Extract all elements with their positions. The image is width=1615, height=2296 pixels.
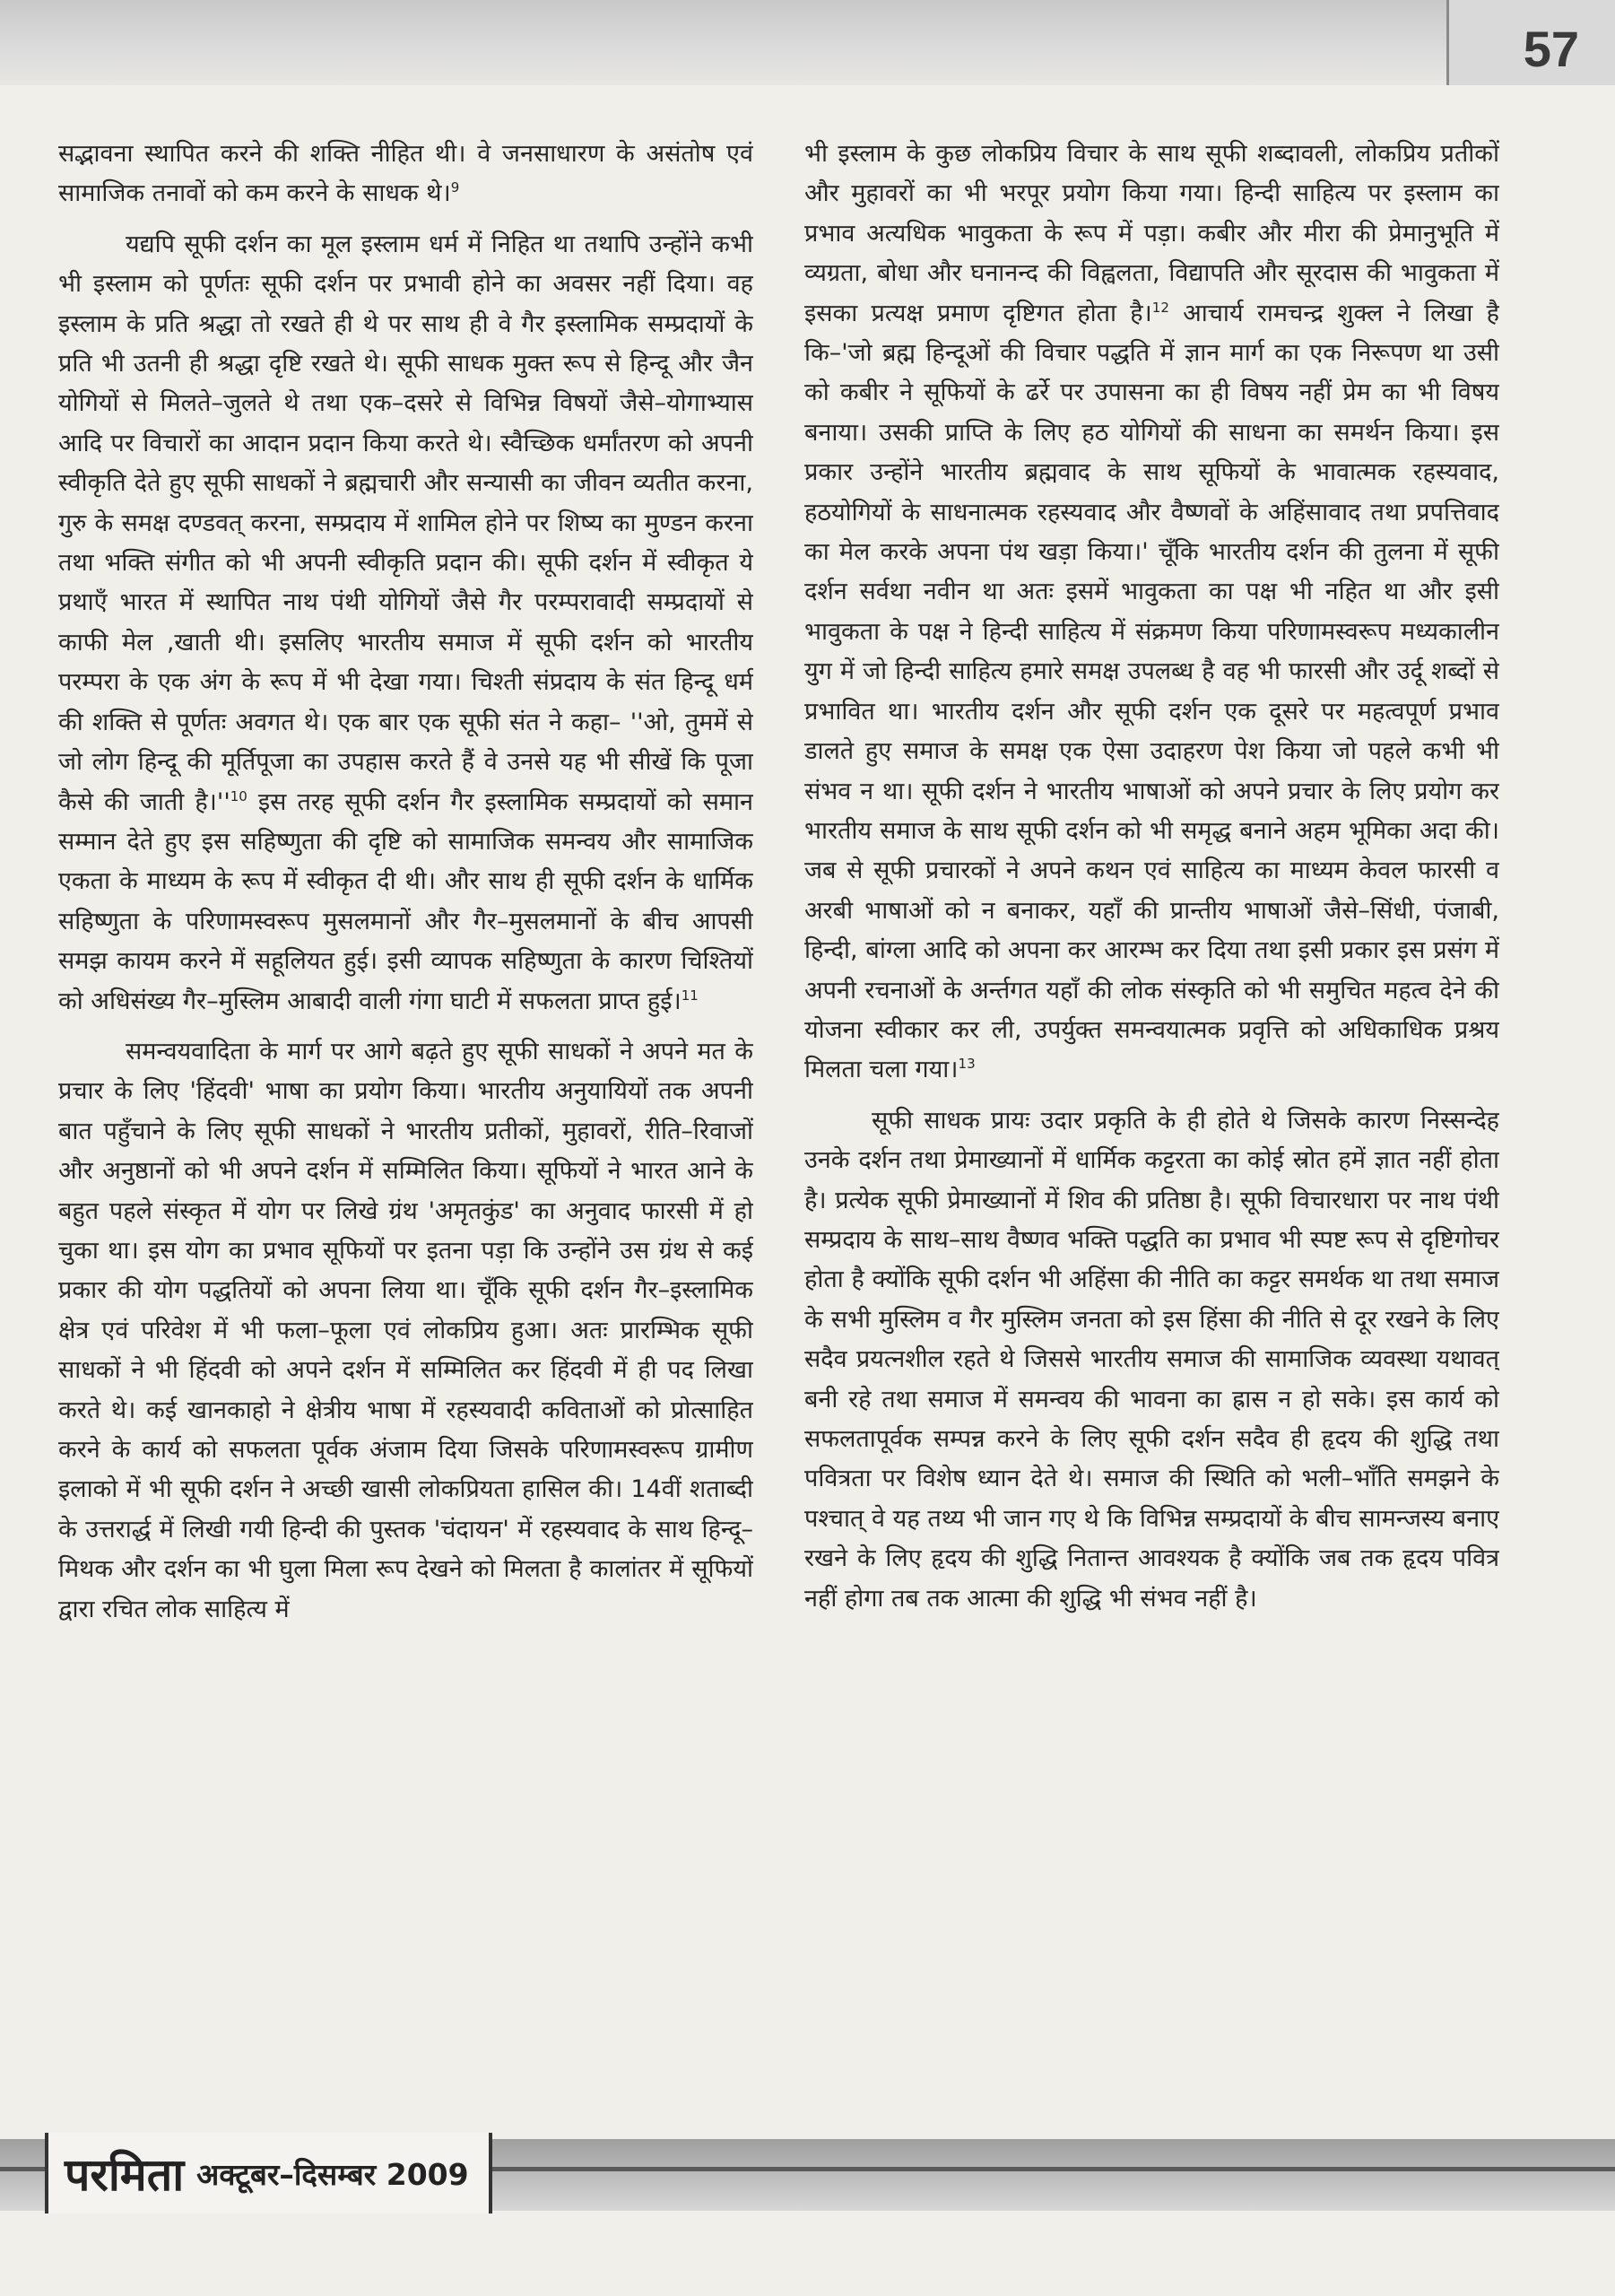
paragraph-text: समन्वयवादिता के मार्ग पर आगे बढ़ते हुए सूफी साधकों ने अपने मत के प्रचार के लिए 'हिंदवी' भाषा का प्रयोग किया। भारतीय अनुयायियों तक अपनी बात पहुँचाने के लिए सूफी साधकों ने भारतीय प्रतीकों, मुहावरों, रीति–रिवाजों और अनुष्ठानों को भी अपने दर्शन में सम्मिलित किया। सूफियों ने भारत आने के बहुत पहले संस्कृत में योग पर लिखे ग्रंथ 'अमृतकुंड' का अनुवाद फारसी में हो चुका था। इस योग का प्रभाव सूफियों पर इतना पड़ा कि उन्होंने उस ग्रंथ से कई प्रकार की योग पद्धतियों को अपना लिया था। चूँकि सूफी दर्शन गैर–इस्लामिक क्षेत्र एवं परिवेश में भी फला–फूला एवं लोकप्रिय हुआ। अतः प्रारम्भिक सूफी साधकों ने भी हिंदवी को अपने दर्शन में सम्मिलित कर हिंदवी में ही पद लिखा करते थे। कई खानकाहो ने क्षेत्रीय भाषा में रहस्यवादी कविताओं को प्रोत्साहित करने के कार्य को सफलता पूर्वक अंजाम दिया जिसके परिणामस्वरूप ग्रामीण इलाको में भी सूफी दर्शन ने अच्छी खासी लोकप्रियता हासिल की। 14वीं शताब्दी के उत्तरार्द्ध में लिखी गयी हिन्दी की पुस्तक 'चंदायन' में रहस्यवाद के साथ हिन्दू–मिथक और दर्शन का भी घुला मिला रूप देखने को मिलता है कालांतर में सूफियों द्वारा रचित लोक साहित्य में xyxy=(58,1037,753,1623)
journal-name: परमिता xyxy=(65,2148,185,2201)
paragraph-text: भी इस्लाम के कुछ लोकप्रिय विचार के साथ सूफी शब्दावली, लोकप्रिय प्रतीकों और मुहावरों का भी भरपूर प्रयोग किया गया। हिन्दी साहित्य पर इस्लाम का प्रभाव अत्यधिक भावुकता के रूप में पड़ा। कबीर और मीरा की प्रेमानुभूति में व्यग्रता, बोधा और घनानन्द की विह्वलता, विद्यापति और सूरदास की भावुकता में इसका प्रत्यक्ष प्रमाण दृष्टिगत होता है। xyxy=(804,140,1499,327)
paragraph-text: आचार्य रामचन्द्र शुक्ल ने लिखा है कि–'जो ब्रह्म हिन्दूओं की विचार पद्धति में ज्ञान मार्ग का एक निरूपण था उसी को कबीर ने सूफियों के ढर्रे पर उपासना का ही विषय नहीं प्रेम का भी विषय बनाया। उसकी प्राप्ति के लिए हठ योगियों की साधना का समर्थन किया। इस प्रकार उन्होंने भारतीय ब्रह्मवाद के साथ सूफियों के भावात्मक रहस्यवाद, हठयोगियों के साधनात्मक रहस्यवाद और वैष्णवों के अहिंसावाद तथा प्रपत्तिवाद का मेल करके अपना पंथ खड़ा किया।' चूँकि भारतीय दर्शन की तुलना में सूफी दर्शन सर्वथा नवीन था अतः इसमें भावुकता का पक्ष भी नहित था और इसी भावुकता के पक्ष ने हिन्दी साहित्य में संक्रमण किया परिणामस्वरूप मध्यकालीन युग में जो हिन्दी साहित्य हमारे समक्ष उपलब्ध है वह भी फारसी और उर्दू शब्दों से प्रभावित था। भारतीय दर्शन और सूफी दर्शन एक दूसरे पर महत्वपूर्ण प्रभाव डालते हुए समाज के समक्ष एक ऐसा उदाहरण पेश किया जो पहले कभी भी संभव न था। सूफी दर्शन ने भारतीय भाषाओं को अपने प्रचार के लिए प्रयोग कर भारतीय समाज के साथ सूफी दर्शन को भी समृद्ध बनाने अहम भूमिका अदा की। जब से सूफी प्रचारकों ने अपने कथन एवं साहित्य का माध्यम केवल फारसी व अरबी भाषाओं को न बनाकर, यहाँ की प्रान्तीय भाषाओं जैसे–सिंधी, पंजाबी, हिन्दी, बांग्ला आदि को अपना कर आरम्भ कर दिया तथा इसी प्रकार इस प्रसंग में अपनी रचनाओं के अर्न्तगत यहाँ की लोक संस्कृति को भी समुचित महत्व देने की योजना स्वीकार कर ली, उपर्युक्त समन्वयात्मक प्रवृत्ति को अधिकाधिक प्रश्रय मिलता चला गया। xyxy=(804,299,1499,1084)
paragraph xyxy=(58,225,753,1022)
footnote-ref: 12 xyxy=(1151,299,1169,316)
page-number: 57 xyxy=(1523,21,1579,77)
paragraph xyxy=(804,135,1499,1091)
paragraph-text: यद्यपि सूफी दर्शन का मूल इस्लाम धर्म में निहित था तथापि उन्होंने कभी भी इस्लाम को पूर्णतः सूफी दर्शन पर प्रभावी होने का अवसर नहीं दिया। वह इस्लाम के प्रति श्रद्धा तो रखते ही थे पर साथ ही वे गैर इस्लामिक सम्प्रदायों के प्रति भी उतनी ही श्रद्धा दृष्टि रखते थे। सूफी साधक मुक्त रूप से हिन्दू और जैन योगियों से मिलते–जुलते थे तथा एक–दसरे से विभिन्न विषयों जैसे–योगाभ्यास आदि पर विचारों का आदान प्रदान किया करते थे। स्वैच्छिक धर्मांतरण को अपनी स्वीकृति देते हुए सूफी साधकों ने ब्रह्मचारी और सन्यासी का जीवन व्यतीत करना, गुरु के समक्ष दण्डवत् करना, सम्प्रदाय में शामिल होने पर शिष्य का मुण्डन करना तथा भक्ति संगीत को भी अपनी स्वीकृति प्रदान की। सूफी दर्शन में स्वीकृत ये प्रथाएँ भारत में स्थापित नाथ पंथी योगियों जैसे गैर परम्परावादी सम्प्रदायों से काफी मेल ,खाती थी। इसलिए भारतीय समाज में सूफी दर्शन को भारतीय परम्परा के एक अंग के रूप में भी देखा गया। चिश्ती संप्रदाय के संत हिन्दू धर्म की शक्ति से पूर्णतः अवगत थे। एक बार एक सूफी संत ने कहा– ''ओ, तुममें से जो लोग हिन्दू की मूर्तिपूजा का उपहास करते हैं वे उनसे यह भी सीखें कि पूजा कैसे की जाती है।'' xyxy=(58,230,753,816)
page-number-box xyxy=(1446,0,1615,85)
right-column xyxy=(804,135,1499,2108)
journal-issue: अक्टूबर–दिसम्बर 2009 xyxy=(196,2156,469,2192)
paragraph xyxy=(58,1032,753,1630)
header-band xyxy=(0,0,1615,85)
paragraph-text: सद्भावना स्थापित करने की शक्ति नीहित थी। वे जनसाधारण के असंतोष एवं सामाजिक तनावों को कम करने के साधक थे। xyxy=(58,140,753,208)
paragraph xyxy=(804,1101,1499,1619)
footnote-ref: 10 xyxy=(230,787,247,804)
journal-masthead xyxy=(45,2133,492,2213)
paragraph-text: सूफी साधक प्रायः उदार प्रकृति के ही होते थे जिसके कारण निस्सन्देह उनके दर्शन तथा प्रेमाख्यानों में धार्मिक कट्टरता का कोई स्रोत हमें ज्ञात नहीं होता है। प्रत्येक सूफी प्रेमाख्यानों में शिव की प्रतिष्ठा है। सूफी विचारधारा पर नाथ पंथी सम्प्रदाय के साथ–साथ वैष्णव भक्ति पद्धति का प्रभाव भी स्पष्ट रूप से दृष्टिगोचर होता है क्योंकि सूफी दर्शन भी अहिंसा की नीति का कट्टर समर्थक था तथा समाज के सभी मुस्लिम व गैर मुस्लिम जनता को इस हिंसा की नीति से दूर रखने के लिए सदैव प्रयत्नशील रहते थे जिससे भारतीय समाज की सामाजिक व्यवस्था यथावत् बनी रहे तथा समाज में समन्वय की भावना का ह्रास न हो सके। इस कार्य को सफलतापूर्वक सम्पन्न करने के लिए सूफी दर्शन सदैव ही हृदय की शुद्धि तथा पवित्रता पर विशेष ध्यान देते थे। समाज की स्थिति को भली–भाँति समझने के पश्चात् वे यह तथ्य भी जान गए थे कि विभिन्न सम्प्रदायों के बीच सामन्जस्य बनाए रखने के लिए हृदय की शुद्धि नितान्त आवश्यक है क्योंकि जब तक हृदय पवित्र नहीं होगा तब तक आत्मा की शुद्धि भी संभव नहीं है। xyxy=(804,1106,1499,1613)
footnote-ref: 9 xyxy=(450,179,460,196)
paragraph xyxy=(58,135,753,214)
paragraph-text: इस तरह सूफी दर्शन गैर इस्लामिक सम्प्रदायों को समान सम्मान देते हुए इस सहिष्णुता की दृष्टि को सामाजिक समन्वय और सामाजिक एकता के माध्यम के रूप में स्वीकृत दी थी। और साथ ही सूफी दर्शन के धार्मिक सहिष्णुता के परिणामस्वरूप मुसलमानों और गैर–मुसलमानों के बीच आपसी समझ कायम करने में सहूलियत हुई। इसी व्यापक सहिष्णुता के कारण चिश्तियों को अधिसंख्य गैर–मुस्लिम आबादी वाली गंगा घाटी में सफलता प्राप्त हुई। xyxy=(58,787,753,1015)
footnote-ref: 11 xyxy=(681,987,699,1004)
footnote-ref: 13 xyxy=(958,1056,976,1073)
left-column xyxy=(58,135,753,2108)
